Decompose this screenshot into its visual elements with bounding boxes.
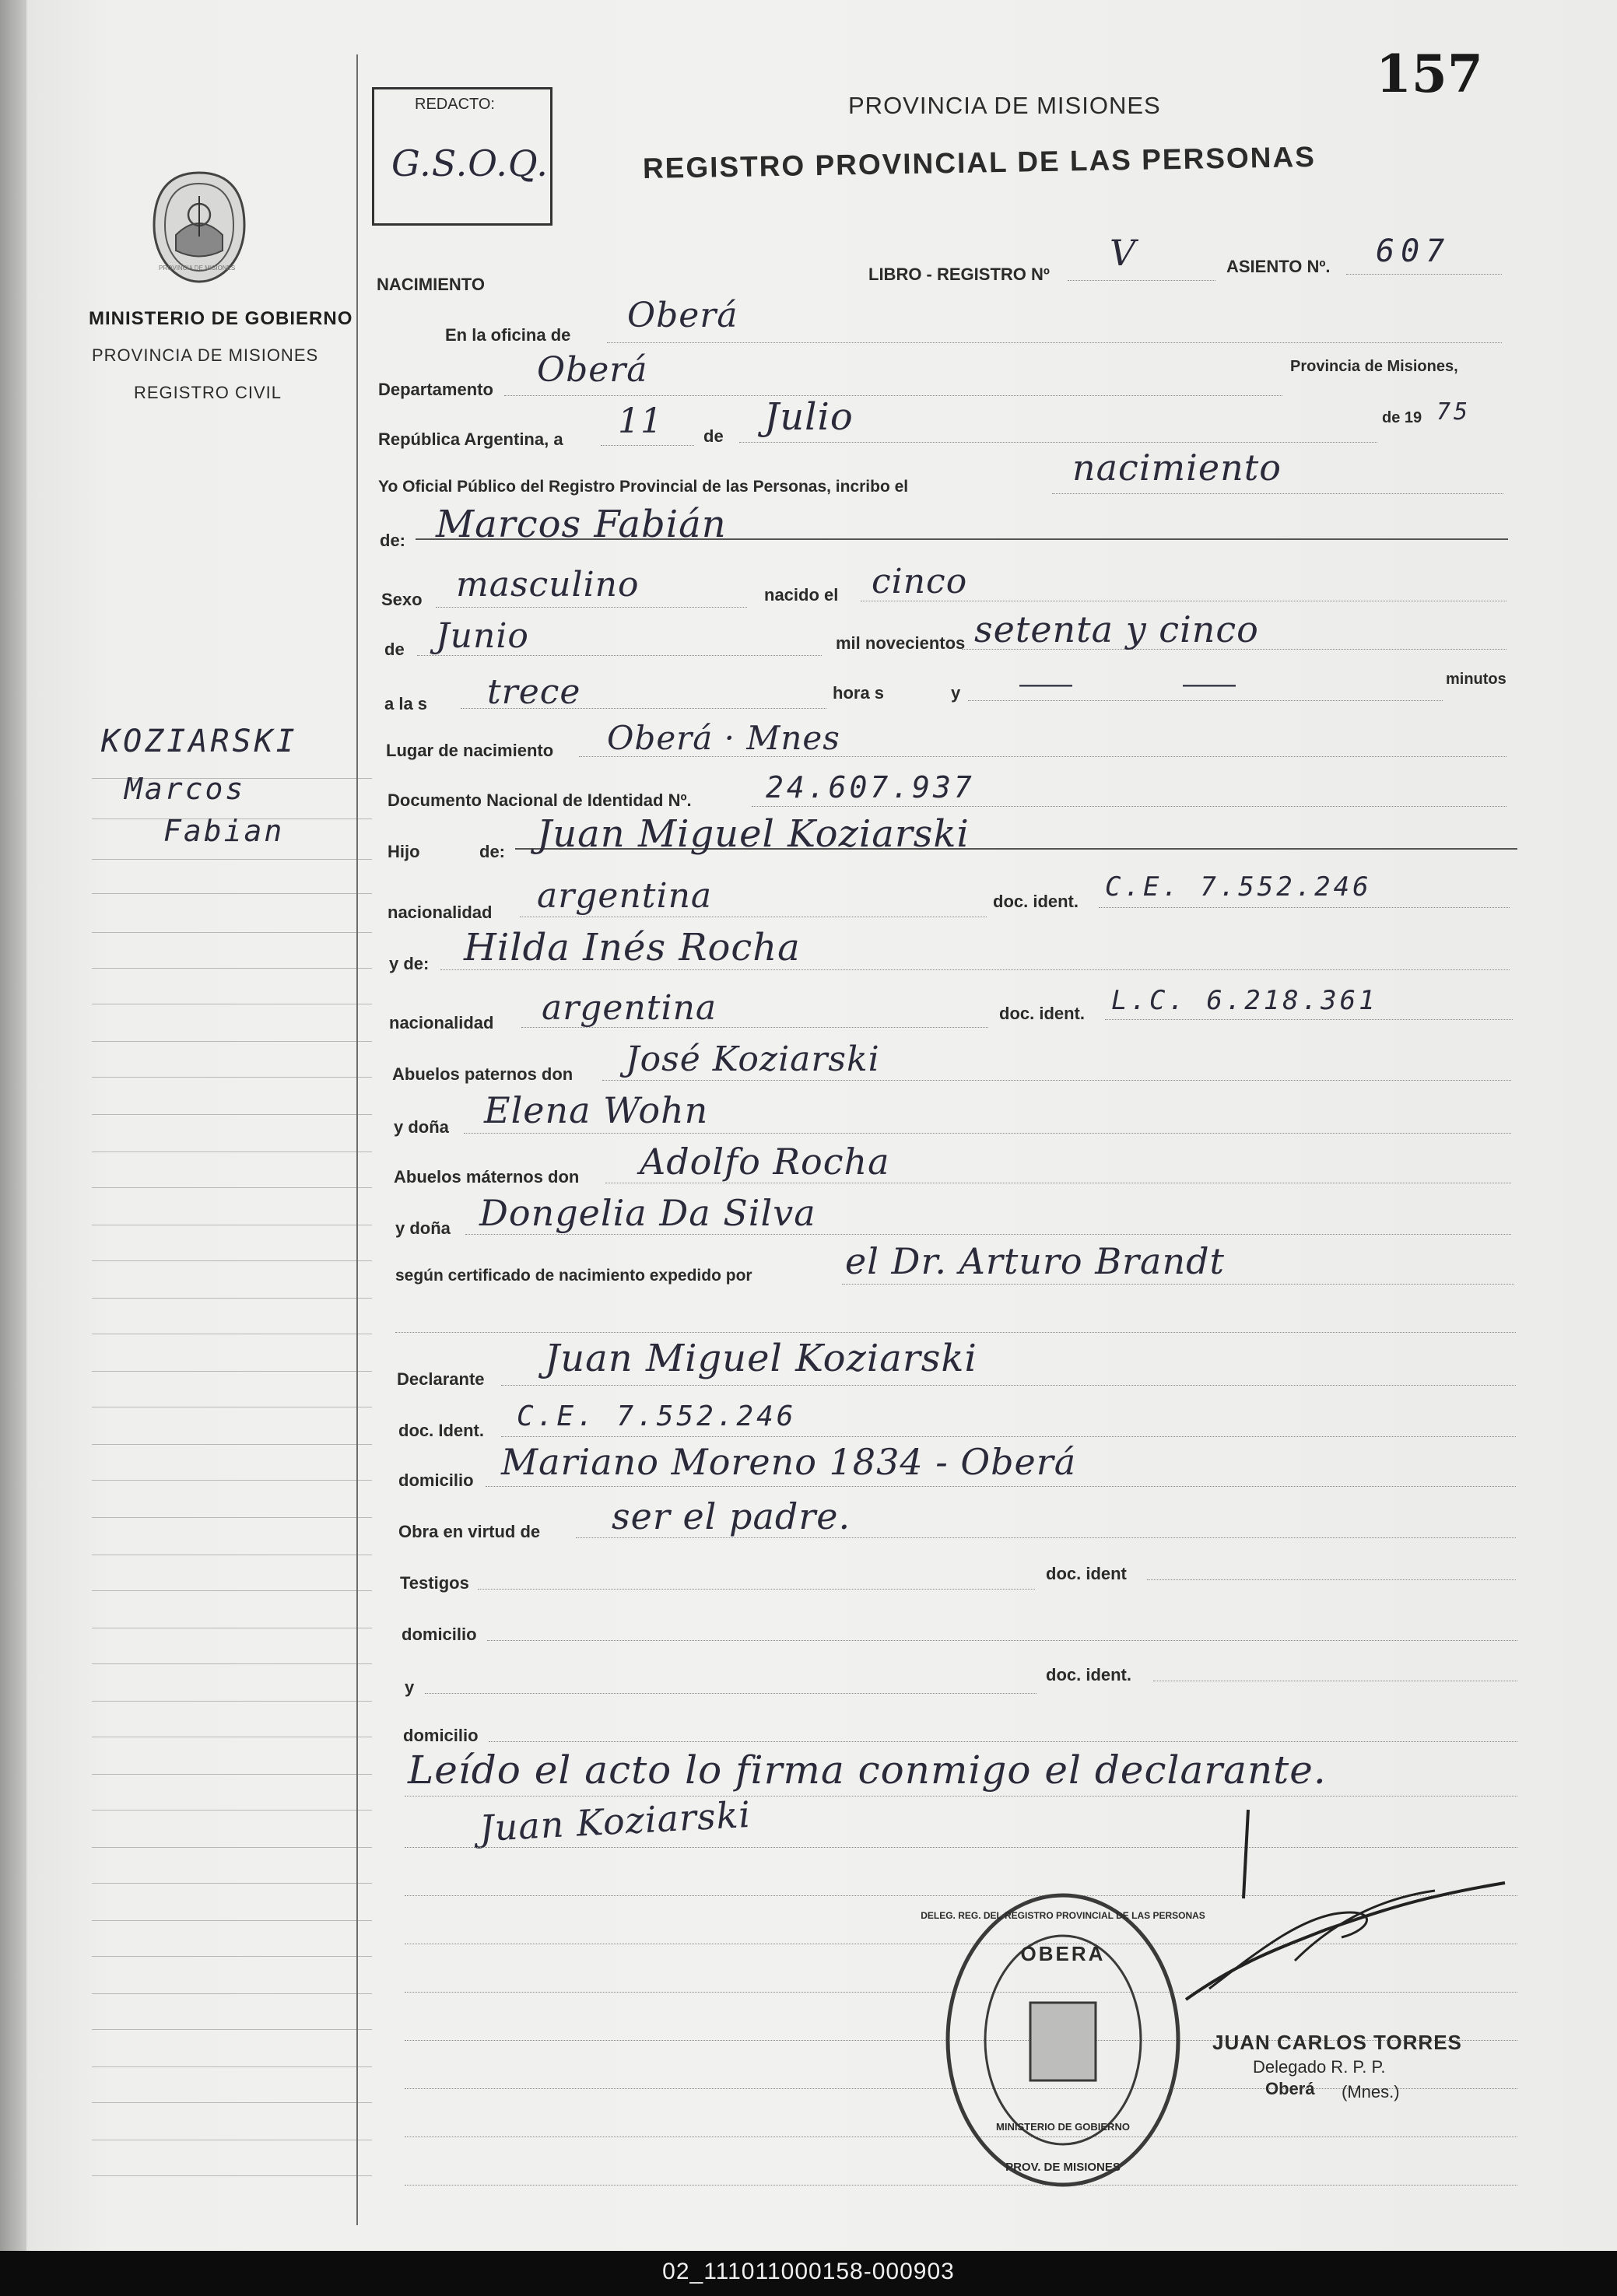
departamento-value: Oberá bbox=[537, 350, 648, 390]
y-label: y bbox=[951, 683, 961, 703]
nacido-month-value: Junio bbox=[436, 616, 529, 656]
testigos-line bbox=[478, 1589, 1035, 1590]
nac2-label: nacionalidad bbox=[389, 1013, 494, 1032]
stamp-outer-text: DELEG. REG. DEL REGISTRO PROVINCIAL DE LAS PERSONAS bbox=[921, 1910, 1205, 1921]
mil-label: mil novecientos bbox=[836, 633, 966, 653]
margin-ruled-line bbox=[92, 968, 372, 969]
official-place-suffix: (Mnes.) bbox=[1342, 2082, 1400, 2101]
ministry-line1: MINISTERIO DE GOBIERNO bbox=[89, 308, 353, 329]
asiento-value: 607 bbox=[1376, 233, 1451, 269]
y2-line bbox=[425, 1693, 1036, 1694]
record-type: NACIMIENTO bbox=[377, 275, 485, 294]
docident-line bbox=[501, 1436, 1516, 1437]
provincia-suffix: Provincia de Misiones, bbox=[1290, 358, 1458, 375]
margin-ruled-line bbox=[92, 1517, 372, 1518]
month-line bbox=[739, 442, 1377, 443]
dom3-label: domicilio bbox=[403, 1726, 479, 1745]
minutos-line bbox=[968, 700, 1443, 701]
docid2-label: doc. ident. bbox=[999, 1004, 1085, 1023]
redacto-initials: G.S.O.Q. bbox=[391, 142, 549, 184]
margin-ruled-line bbox=[92, 893, 372, 894]
ydona2-value: Dongelia Da Silva bbox=[479, 1192, 816, 1234]
seal-caption: PROVINCIA DE MISIONES bbox=[159, 265, 236, 272]
margin-ruled-line bbox=[92, 2029, 372, 2030]
asiento-label: ASIENTO Nº. bbox=[1226, 257, 1331, 276]
y2-doc-label: doc. ident. bbox=[1046, 1665, 1131, 1684]
year-value: 75 bbox=[1436, 398, 1471, 426]
docid2-line bbox=[1105, 1019, 1513, 1020]
name-value: Marcos Fabián bbox=[436, 503, 727, 546]
abp-line bbox=[602, 1080, 1511, 1081]
obra-value: ser el padre. bbox=[612, 1495, 851, 1537]
oficina-line bbox=[607, 342, 1502, 343]
dom2-label: domicilio bbox=[402, 1625, 477, 1644]
margin-ruled-line bbox=[92, 1663, 372, 1664]
redacto-box bbox=[372, 87, 552, 226]
margin-ruled-line bbox=[92, 1956, 372, 1957]
domicilio-line bbox=[486, 1486, 1516, 1487]
declarante-line bbox=[501, 1385, 1516, 1386]
dni-line bbox=[752, 806, 1507, 807]
sexo-value: masculino bbox=[456, 565, 640, 605]
cert-label: según certificado de nacimiento expedido por bbox=[395, 1267, 752, 1285]
nacido-year-value: setenta y cinco bbox=[974, 608, 1259, 650]
minutos-dash-1: —— bbox=[1019, 669, 1072, 699]
margin-ruled-line bbox=[92, 1187, 372, 1188]
margin-ruled-line bbox=[92, 1920, 372, 1921]
stamp-inner-text: MINISTERIO DE GOBIERNO bbox=[996, 2121, 1130, 2133]
dom2-line bbox=[487, 1640, 1517, 1641]
declarante-value: Juan Miguel Koziarski bbox=[545, 1337, 977, 1380]
margin-ruled-line bbox=[92, 1810, 372, 1811]
declarant-signature: Juan Koziarski bbox=[478, 1793, 752, 1850]
asiento-line bbox=[1346, 274, 1502, 275]
departamento-line bbox=[504, 395, 1282, 396]
oficina-label: En la oficina de bbox=[445, 325, 571, 345]
ministry-line3: REGISTRO CIVIL bbox=[134, 383, 282, 402]
docident-value: C.E. 7.552.246 bbox=[517, 1400, 797, 1432]
day-value: 11 bbox=[618, 401, 663, 441]
margin-ruled-line bbox=[92, 1077, 372, 1078]
libro-value: V bbox=[1110, 232, 1137, 274]
page-number: 157 bbox=[1376, 44, 1483, 104]
ydona2-label: y doña bbox=[395, 1218, 451, 1238]
abp-value: José Koziarski bbox=[626, 1039, 880, 1079]
cert-value: el Dr. Arturo Brandt bbox=[845, 1240, 1226, 1282]
official-place: Oberá bbox=[1265, 2079, 1315, 2098]
official-title: Delegado R. P. P. bbox=[1253, 2057, 1386, 2077]
y2-label: y bbox=[405, 1677, 415, 1697]
acto-line bbox=[1052, 493, 1503, 494]
day-line bbox=[601, 445, 694, 446]
domicilio-value: Mariano Moreno 1834 - Oberá bbox=[501, 1441, 1077, 1483]
margin-ruled-line bbox=[92, 1041, 372, 1042]
docid2-value: L.C. 6.218.361 bbox=[1111, 985, 1378, 1016]
margin-ruled-line bbox=[92, 1480, 372, 1481]
closing-statement: Leído el acto lo firma conmigo el declarante. bbox=[408, 1747, 1327, 1793]
de-name-label: de: bbox=[380, 531, 405, 550]
official-name: JUAN CARLOS TORRES bbox=[1212, 2031, 1462, 2054]
docid1-label: doc. ident. bbox=[993, 892, 1079, 911]
libro-label: LIBRO - REGISTRO Nº bbox=[868, 265, 1050, 284]
hijo-de-label: de: bbox=[479, 842, 505, 861]
dni-value: 24.607.937 bbox=[766, 770, 975, 804]
margin-ruled-line bbox=[92, 1590, 372, 1591]
declarante-label: Declarante bbox=[397, 1369, 485, 1389]
hora-value: trece bbox=[487, 672, 581, 712]
sexo-line bbox=[436, 607, 747, 608]
docid1-value: C.E. 7.552.246 bbox=[1105, 871, 1372, 903]
dom3-line bbox=[489, 1741, 1517, 1742]
margin-ruled-line bbox=[92, 2066, 372, 2067]
testigos-doc-line bbox=[1147, 1579, 1516, 1580]
margin-ruled-line bbox=[92, 859, 372, 860]
lugar-label: Lugar de nacimiento bbox=[386, 741, 554, 760]
republica-label: República Argentina, a bbox=[378, 429, 563, 449]
obra-label: Obra en virtud de bbox=[398, 1522, 541, 1541]
abm-value: Adolfo Rocha bbox=[640, 1141, 890, 1183]
margin-ruled-line bbox=[92, 1371, 372, 1372]
ministry-line2: PROVINCIA DE MISIONES bbox=[92, 345, 319, 365]
margin-ruled-line bbox=[92, 932, 372, 933]
nacido-label: nacido el bbox=[764, 585, 839, 605]
docident-label: doc. Ident. bbox=[398, 1421, 484, 1440]
dni-label: Documento Nacional de Identidad Nº. bbox=[388, 790, 692, 810]
margin-rule bbox=[356, 54, 358, 2225]
hora-label: hora s bbox=[833, 683, 885, 703]
cert-line-2 bbox=[395, 1332, 1516, 1333]
sexo-label: Sexo bbox=[381, 590, 423, 609]
margin-ruled-line bbox=[92, 2102, 372, 2103]
stamp-bottom-text: PROV. DE MISIONES bbox=[1005, 2161, 1121, 2174]
cert-line bbox=[842, 1284, 1514, 1285]
margin-first-name: Marcos bbox=[125, 772, 246, 806]
hijo-label: Hijo bbox=[388, 842, 420, 861]
official-signature bbox=[1178, 1805, 1505, 2023]
margin-ruled-line bbox=[92, 1298, 372, 1299]
official-stamp bbox=[921, 1884, 1205, 2196]
header-registry: REGISTRO PROVINCIAL DE LAS PERSONAS bbox=[642, 140, 1317, 184]
domicilio-label: domicilio bbox=[398, 1470, 474, 1490]
footer-image-id: 02_111011000158-000903 bbox=[662, 2259, 955, 2284]
yde-label: y de: bbox=[389, 954, 430, 973]
minutos-dash-2: —— bbox=[1183, 669, 1236, 699]
departamento-label: Departamento bbox=[378, 380, 493, 399]
margin-surname: KOZIARSKI bbox=[101, 724, 298, 759]
obra-line bbox=[576, 1537, 1516, 1538]
redacto-label: REDACTO: bbox=[415, 96, 495, 113]
mother-value: Hilda Inés Rocha bbox=[464, 926, 801, 969]
stamp-top-text: OBERA bbox=[1020, 1942, 1106, 1965]
margin-ruled-line bbox=[92, 1847, 372, 1848]
alas-label: a la s bbox=[384, 694, 428, 713]
month-value: Julio bbox=[764, 395, 854, 439]
lugar-value: Oberá · Mnes bbox=[607, 719, 840, 757]
mother-line bbox=[440, 969, 1510, 970]
nac1-value: argentina bbox=[537, 876, 713, 916]
de2-label: de bbox=[384, 640, 405, 659]
father-value: Juan Miguel Koziarski bbox=[537, 812, 970, 856]
margin-ruled-line bbox=[92, 1114, 372, 1115]
margin-ruled-line bbox=[92, 1993, 372, 1994]
abm-label: Abuelos máternos don bbox=[394, 1167, 580, 1187]
margin-ruled-line bbox=[92, 1883, 372, 1884]
minutos-label: minutos bbox=[1446, 671, 1507, 688]
abp-label: Abuelos paternos don bbox=[392, 1064, 573, 1084]
docid1-line bbox=[1099, 907, 1510, 908]
margin-ruled-line bbox=[92, 1701, 372, 1702]
ydona1-value: Elena Wohn bbox=[484, 1089, 709, 1131]
margin-ruled-line bbox=[92, 1444, 372, 1445]
ydona2-line bbox=[465, 1234, 1511, 1235]
oficial-text: Yo Oficial Público del Registro Provincial de las Personas, incribo el bbox=[378, 478, 909, 496]
de-label: de bbox=[703, 426, 724, 446]
margin-second-name: Fabian bbox=[163, 814, 285, 848]
year-prefix: de 19 bbox=[1382, 409, 1422, 426]
nacido-day-value: cinco bbox=[872, 562, 968, 601]
margin-ruled-line bbox=[92, 1774, 372, 1775]
margin-ruled-line bbox=[92, 1260, 372, 1261]
libro-line bbox=[1068, 280, 1215, 281]
ydona1-line bbox=[464, 1133, 1511, 1134]
testigos-label: Testigos bbox=[400, 1573, 469, 1593]
oficina-value: Oberá bbox=[627, 296, 738, 335]
ydona1-label: y doña bbox=[394, 1117, 449, 1137]
testigos-doc-label: doc. ident bbox=[1046, 1564, 1127, 1583]
nac1-label: nacionalidad bbox=[388, 903, 493, 922]
margin-ruled-line bbox=[92, 2175, 372, 2176]
nac2-value: argentina bbox=[542, 988, 717, 1028]
footer-bar bbox=[0, 2251, 1617, 2296]
binding-edge bbox=[0, 0, 26, 2251]
header-province: PROVINCIA DE MISIONES bbox=[848, 92, 1161, 119]
acto-value: nacimiento bbox=[1072, 447, 1282, 489]
